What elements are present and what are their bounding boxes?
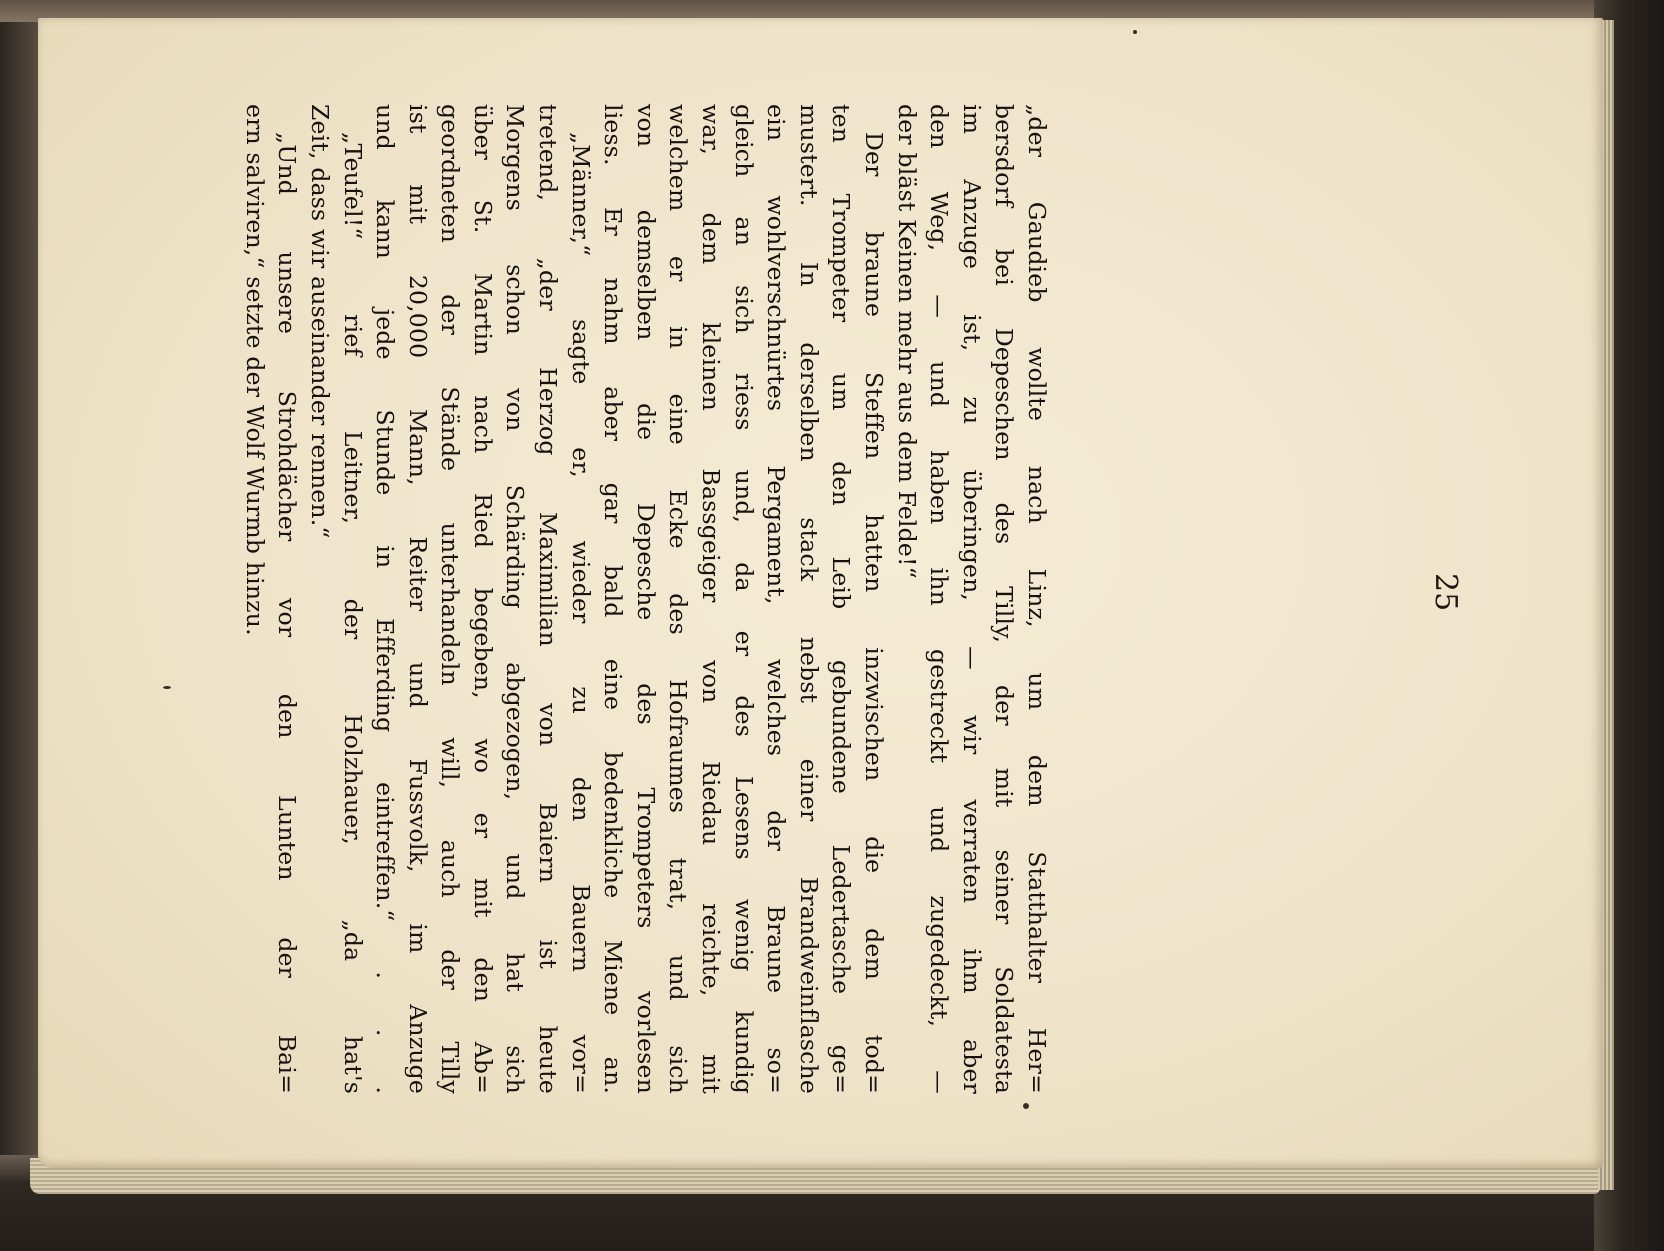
page-text	[3, 104, 1053, 1094]
text-line: „der Gaudieb wollte nach Linz, um dem Statthalter Her=	[1023, 104, 1051, 1094]
text-line: „Teufel!“ rief Leitner, der Holzhauer, „da hat's	[338, 132, 367, 1094]
text-line: gleich an sich riess und, da er des Lesens wenig kundig	[729, 104, 758, 1094]
text-line: Zeit, dass wir auseinander rennen.“	[305, 104, 334, 539]
text-line: Morgens schon von Schärding abgezogen, und hat sich	[501, 104, 530, 1094]
text-line: der bläst Keinen mehr aus dem Felde!“	[892, 104, 921, 579]
text-line: über St. Martin nach Ried begeben, wo er mit den Ab=	[468, 104, 497, 1094]
text-line: war, dem kleinen Bassgeiger von Riedau reichte, mit	[697, 104, 726, 1094]
paper-speck	[1133, 30, 1137, 34]
text-line: ist mit 20,000 Mann, Reiter und Fussvolk, im Anzuge	[403, 104, 432, 1094]
text-line: mustert. In derselben stack nebst einer Brandweinflasche	[794, 104, 823, 1094]
text-line: von demselben die Depesche des Trompeters vorlesen	[631, 104, 660, 1094]
text-line: ein wohlverschnürtes Pergament, welches der Braune so=	[762, 104, 791, 1094]
text-line: im Anzuge ist, zu überingen, — wir verraten ihm aber	[957, 104, 986, 1094]
text-line: Der braune Steffen hatten inzwischen die dem tod=	[860, 132, 889, 1094]
text-line: tretend, „der Herzog Maximilian von Baiern ist heute	[534, 104, 563, 1094]
text-line: den Weg, — und haben ihn gestreckt und zugedeckt, —	[925, 104, 954, 1094]
text-line: bersdorf bei Depeschen des Tilly, der mit seiner Soldatesta	[990, 104, 1019, 1094]
text-line: ten Trompeter um den Leib gebundene Ledertasche ge=	[827, 104, 856, 1094]
paper-speck	[1023, 1103, 1029, 1109]
paper-speck	[163, 686, 171, 689]
text-line: welchem er in eine Ecke des Hofraumes trat, und sich	[664, 104, 693, 1094]
page-number: 25	[1428, 573, 1463, 612]
text-line: liess. Er nahm aber gar bald eine bedenkliche Miene an.	[599, 104, 628, 1094]
book-page	[38, 18, 1603, 1168]
text-line: und kann jede Stunde in Efferding eintreffen.“ . . .	[371, 104, 400, 1094]
text-line: „Männer,“ sagte er, wieder zu den Bauern vor=	[566, 132, 595, 1094]
text-line: ern salviren,“ setzte der Wolf Wurmb hinzu.	[240, 104, 269, 636]
text-line: geordneten der Stände unterhandeln will, auch der Tilly	[436, 104, 465, 1094]
text-line: „Und unsere Strohdächer vor den Lunten der Bai=	[273, 132, 302, 1094]
